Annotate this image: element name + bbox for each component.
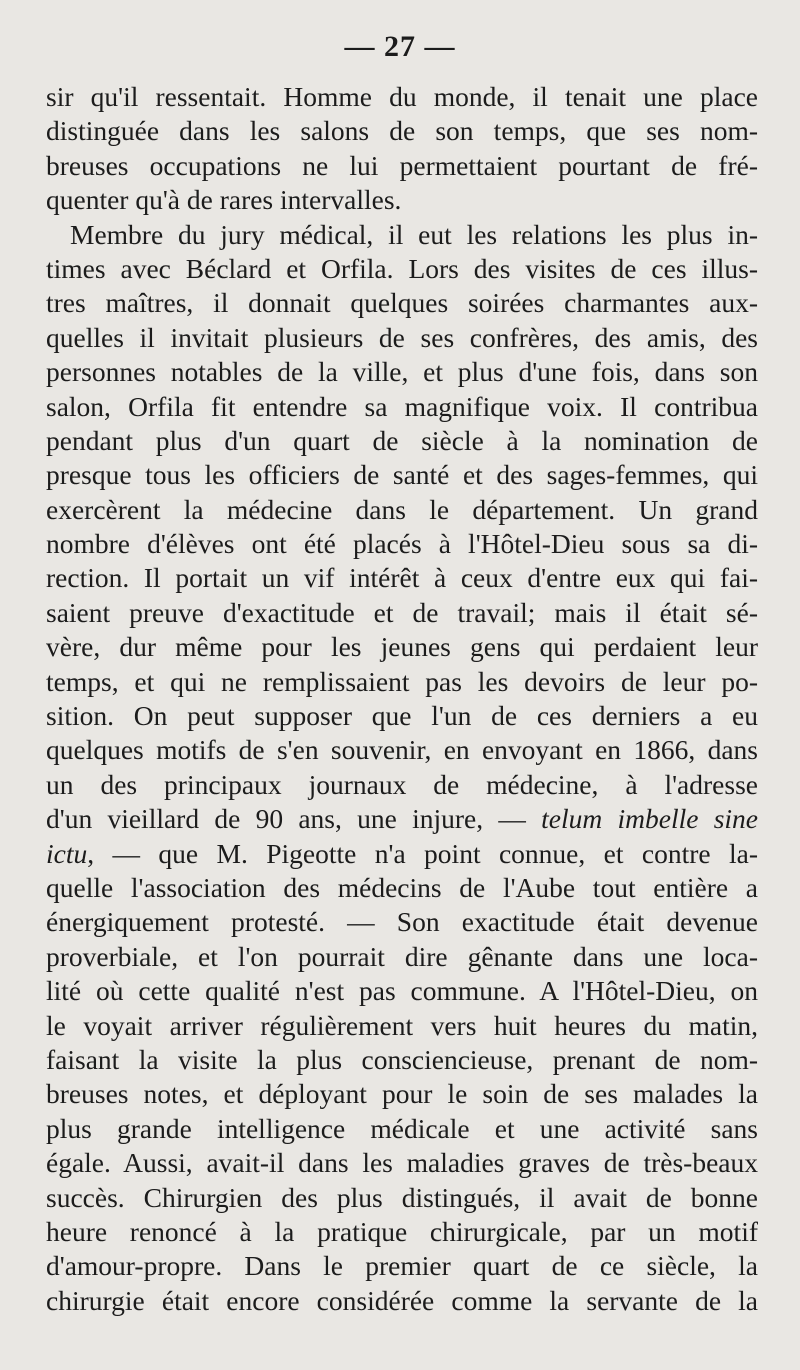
text-line: succès. Chirurgien des plus distingués, il avait de bonne [46,1181,758,1213]
text-line: d'amour-propre. Dans le premier quart de ce siècle, la [46,1250,758,1282]
text-line: salon, Orfila fit entendre sa magnifique voix. Il contribua [46,390,758,422]
text-line: distinguée dans les salons de son temps, que ses nom- [46,115,758,147]
text-line: lité où cette qualité n'est pas commune. A l'Hôtel-Dieu, on [46,975,758,1007]
text-line: heure renoncé à la pratique chirurgicale, par un motif [46,1215,758,1247]
text-segment: d'un vieillard de 90 ans, une injure, — [46,803,526,835]
text-line: nombre d'élèves ont été placés à l'Hôtel-Dieu sous sa di- [46,528,758,560]
text-line: saient preuve d'exactitude et de travail; mais il était sé- [46,596,758,628]
text-line: proverbiale, et l'on pourrait dire gênante dans une loca- [46,940,758,972]
text-line: plus grande intelligence médicale et une activité sans [46,1112,758,1144]
text-line: quelle l'association des médecins de l'Aube tout entière a [46,871,758,903]
body-text [46,80,758,1318]
text-line: chirurgie était encore considérée comme la servante de la [46,1284,758,1316]
text-line: sir qu'il ressentait. Homme du monde, il tenait une place [46,81,758,112]
text-line: faisant la visite la plus consciencieuse, prenant de nom- [46,1043,758,1075]
text-line: quenter qu'à de rares intervalles. [46,184,402,216]
text-line [46,837,758,871]
text-line [46,802,758,836]
text-line: égale. Aussi, avait-il dans les maladies graves de très-beaux [46,1147,758,1179]
text-line: un des principaux journaux de médecine, à l'adresse [46,768,758,800]
text-line: énergiquement protesté. — Son exactitude était devenue [46,906,758,938]
text-line: temps, et qui ne remplissaient pas les devoirs de leur po- [46,665,758,697]
text-line: presque tous les officiers de santé et des sages-femmes, qui [46,459,758,491]
text-line: pendant plus d'un quart de siècle à la nomination de [46,424,758,456]
text-segment: , — que M. Pigeotte n'a point connue, et contre la- [87,837,758,869]
latin-quote: telum imbelle sine [541,803,758,835]
text-line: rection. Il portait un vif intérêt à ceux d'entre eux qui fai- [46,562,758,594]
text-line: exercèrent la médecine dans le département. Un grand [46,493,758,525]
page-number: — 27 — [344,30,456,63]
text-line: quelles il invitait plusieurs de ses confrères, des amis, des [46,321,758,353]
text-line: le voyait arriver régulièrement vers huit heures du matin, [46,1009,758,1041]
text-line: breuses occupations ne lui permettaient pourtant de fré- [46,149,758,181]
text-line: breuses notes, et déployant pour le soin de ses malades la [46,1078,758,1110]
text-line: quelques motifs de s'en souvenir, en envoyant en 1866, dans [46,734,758,766]
text-line: times avec Béclard et Orfila. Lors des visites de ces illus- [46,252,758,284]
text-line: tres maîtres, il donnait quelques soirées charmantes aux- [46,287,758,319]
text-line: personnes notables de la ville, et plus d'une fois, dans son [46,356,758,388]
latin-quote: ictu [46,837,88,869]
text-line: sition. On peut supposer que l'un de ces derniers a eu [46,700,758,732]
text-line: Membre du jury médical, il eut les relations les plus in- [70,218,758,250]
text-line: vère, dur même pour les jeunes gens qui perdaient leur [46,631,758,663]
